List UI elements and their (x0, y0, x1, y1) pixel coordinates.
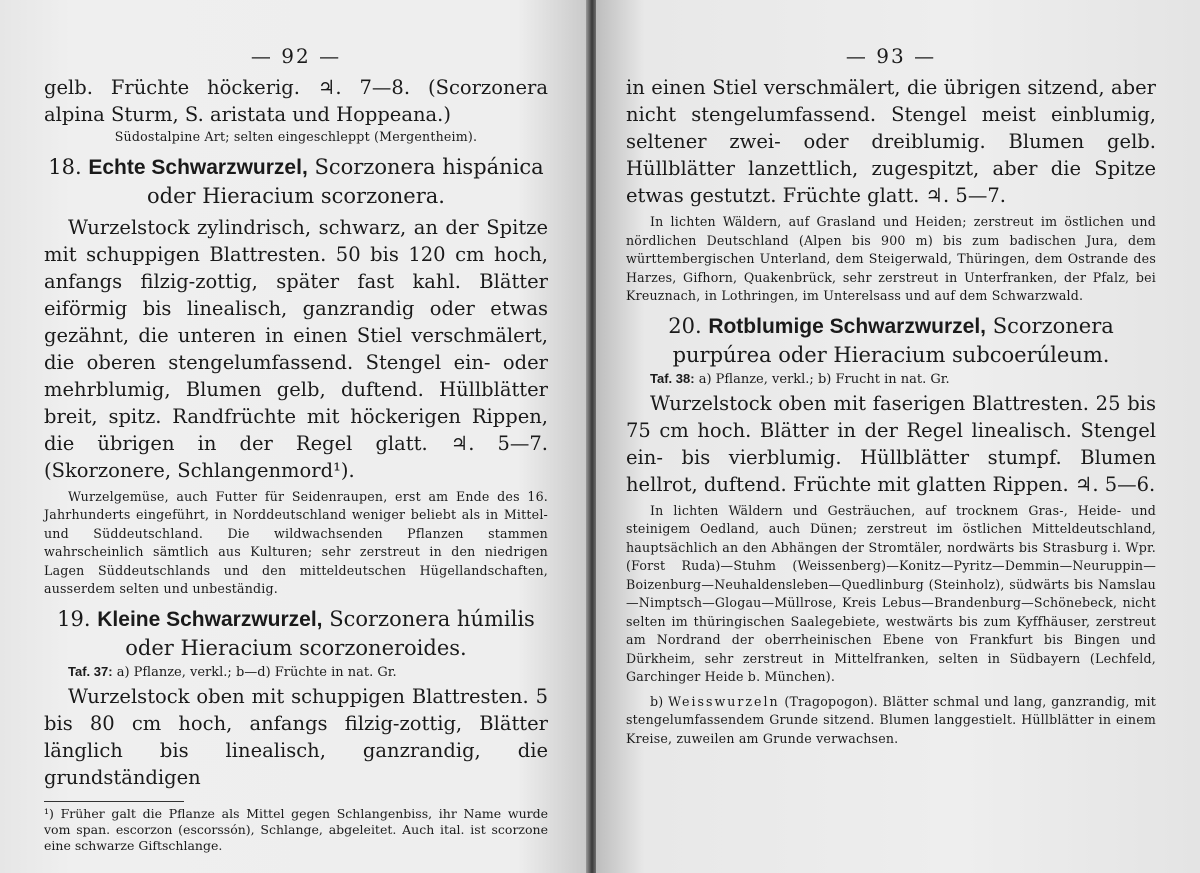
plate-label: Taf. 38: (650, 370, 695, 386)
distribution-note: Wurzelgemüse, auch Futter für Seidenraupen, erst am Ende des 16. Jahrhunderts eingeführt, in Norddeutschland weniger beliebt als in Mittel- und Süddeutschland. Die wildwachsenden Pflanzen stammen wahrscheinlich sämtlich aus Kulturen; sehr zerstreut in den niedrigen Lagen Süddeutschlands und den mitteldeutschen Hügellandschaften, ausserdem selten und unbeständig. (44, 488, 548, 596)
species-common-name: Rotblumige Schwarzwurzel, (708, 314, 987, 338)
species-description: Wurzelstock oben mit schuppigen Blattresten. 5 bis 80 cm hoch, anfangs filzig-zottig, Blätter länglich bis linealisch, ganzrandig, die grundständigen (44, 684, 548, 789)
species-heading-18 (44, 153, 548, 210)
footnote-divider (44, 801, 184, 802)
distribution-note: In lichten Wäldern und Gesträuchen, auf trocknem Gras-, Heide- und steinigem Oedland, auch Dünen; zerstreut im östlichen Mitteldeutschland, hauptsächlich an den Abhängen der Stromtäler, nordwärts bis Strasburg i. Wpr. (Forst Ruda)—Stuhm (Weissenberg)—Konitz—Pyritz—Demmin—Neuruppin—Boizenburg—Neuhaldensleben—Quedlinburg (Steinholz), südwärts bis Namslau—Nimptsch—Glogau—Müllrose, Kreis Lebus—Brandenburg—Schönebeck, nicht selten im thüringischen Saalegebiete, westwärts bis zum Kyffhäuser, zerstreut am Nordrand der oberrheinischen Ebene von Frankfurt bis Bingen und Dürkheim, sehr zerstreut in Mittelfranken, selten in Südbayern (Lechfeld, Garchinger Heide b. München). (626, 502, 1156, 684)
species-latin-name: Scorzonera hispánica oder Hieracium scorzonera. (147, 154, 544, 208)
paragraph: in einen Stiel verschmälert, die übrigen sitzend, aber nicht stengelumfassend. Stengel meist einblumig, seltener zwei- oder dreiblumig. Blumen gelb. Hüllblätter lanzettlich, zugespitzt, aber die Spitze etwas gestutzt. Früchte glatt. ♃. 5—7. (626, 76, 1156, 207)
plate-label: Taf. 37: (68, 663, 113, 679)
paragraph: gelb. Früchte höckerig. ♃. 7—8. (Scorzonera alpina Sturm, S. aristata und Hoppeana.) (44, 76, 548, 126)
group-name: Weisswurzeln (668, 693, 780, 709)
group-description (626, 693, 1156, 749)
group-label: b) (650, 693, 664, 709)
species-description: Wurzelstock zylindrisch, schwarz, an der Spitze mit schuppigen Blattresten. 50 bis 120 cm hoch, anfangs filzig-zottig, später fast kahl. Blätter eiförmig bis linealisch, ganzrandig oder etwas gezähnt, die unteren in einen Stiel verschmälert, die oberen stengelumfassend. Stengel ein- oder mehrblumig, Blumen gelb, duftend. Hüllblätter breit, spitz. Randfrüchte mit höckerigen Rippen, die übrigen in der Regel glatt. ♃. 5—7. (Skorzonere, Schlangenmord¹). (44, 215, 548, 482)
species-number: 18. (48, 154, 82, 179)
species-description: Wurzelstock oben mit faserigen Blattresten. 25 bis 75 cm hoch. Blätter in der Regel linealisch. Stengel ein- bis vierblumig. Hüllblätter stumpf. Blumen hellrot, duftend. Früchte mit glatten Rippen. ♃. 5—6. (626, 391, 1156, 496)
species-number: 20. (668, 313, 702, 338)
distribution-note: In lichten Wäldern, auf Grasland und Heiden; zerstreut im östlichen und nördlichen Deutschland (Alpen bis 900 m) bis zum badischen Jura, dem württembergischen Unterland, dem Steigerwald, Thüringen, dem Ostrande des Harzes, Gifhorn, Quakenbrück, sehr zerstreut in Unterfranken, der Pfalz, bei Kreuznach, in Lothringen, im Unterelsass und auf dem Schwarzwald. (626, 214, 1156, 303)
species-common-name: Echte Schwarzwurzel, (88, 155, 308, 179)
right-page (596, 0, 1200, 873)
left-page (0, 0, 588, 873)
plate-reference (626, 369, 1156, 390)
plate-text: a) Pflanze, verkl.; b) Frucht in nat. Gr. (698, 371, 950, 387)
footnote (44, 806, 548, 854)
species-latin-name: Scorzonera húmilis oder Hieracium scorzoneroides. (125, 606, 535, 660)
group-text: (Tragopogon). Blätter schmal und lang, ganzrandig, mit stengelumfassendem Grunde sitzend. Blumen langgestielt. Hüllblätter in einem Kreise, zuweilen am Grunde verwachsen. (626, 693, 1156, 746)
page-number: — 93 — (845, 44, 937, 68)
species-heading-19 (44, 605, 548, 662)
species-heading-20 (626, 312, 1156, 369)
species-common-name: Kleine Schwarzwurzel, (97, 607, 323, 631)
plate-text: a) Pflanze, verkl.; b—d) Früchte in nat. Gr. (116, 664, 397, 680)
footnote-text: Früher galt die Pflanze als Mittel gegen Schlangenbiss, ihr Name wurde vom span. escorzon (escorssón), Schlange, abgeleitet. Auch ital. ist scorzone eine schwarze Giftschlange. (44, 805, 548, 853)
species-number: 19. (57, 606, 91, 631)
distribution-note: Südostalpine Art; selten eingeschleppt (Mergentheim). (114, 129, 478, 144)
species-latin-name: Scorzonera purpúrea oder Hieracium subcoerúleum. (672, 313, 1114, 367)
footnote-mark: ¹) (44, 805, 54, 821)
plate-reference (44, 662, 548, 683)
page-number: — 92 — (250, 44, 342, 68)
